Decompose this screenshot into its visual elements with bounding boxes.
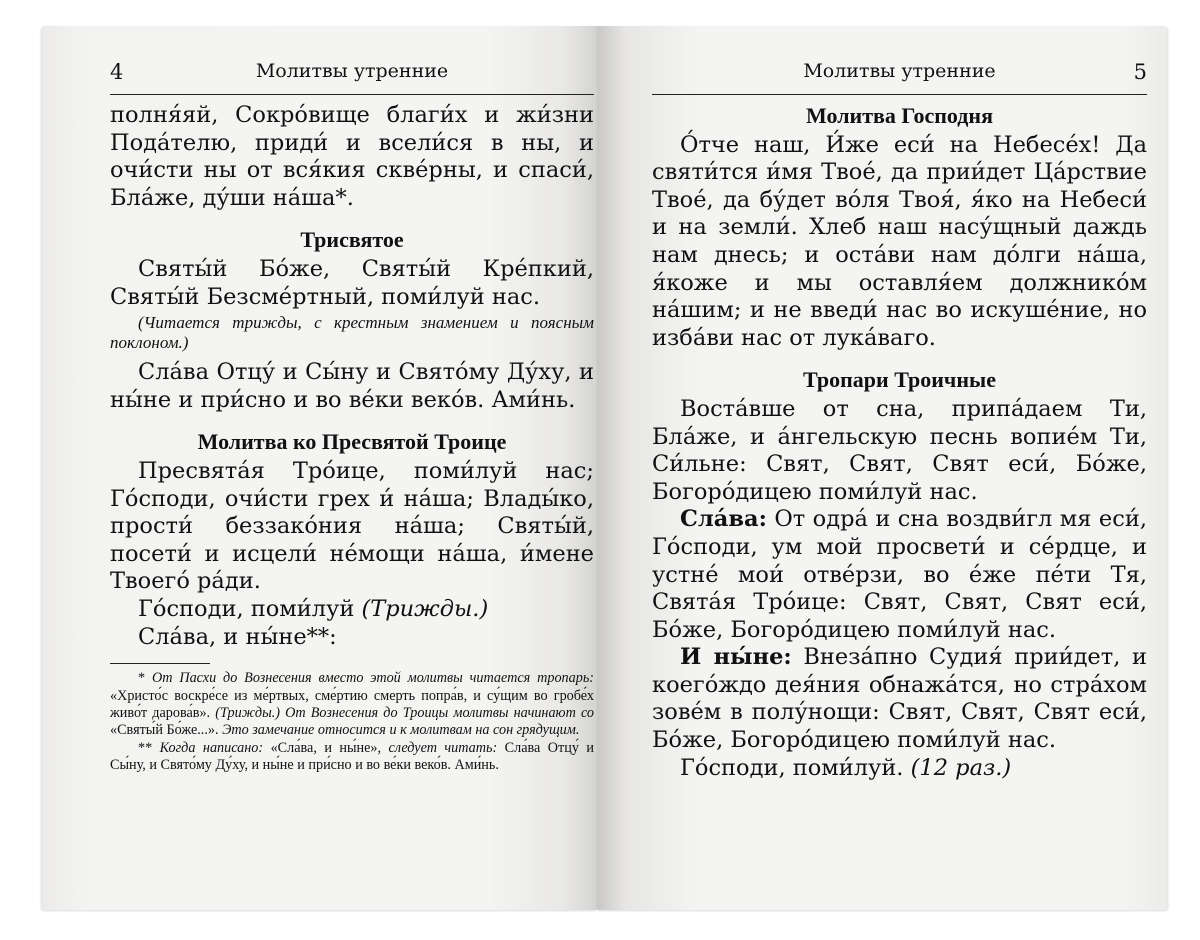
glory-short-line: Сла́ва, и ны́не**:: [138, 623, 337, 650]
twelve-times-rubric: (12 раз.): [910, 754, 1012, 781]
footnote-2-italic-a: Когда написано:: [159, 739, 264, 756]
footnote-2-marker: **: [138, 739, 160, 756]
page-number: 4: [110, 60, 124, 84]
troparia-heading: Тропари Троичные: [803, 367, 996, 393]
footnote-1-troparion: «Христо́с воскре́се из ме́ртвых, сме́ртию смерть попра́в, и су́щим во гробе́х живо́т дарова́в».: [110, 687, 594, 721]
now-text: Внеза́пно Судия́ прии́дет, и коего́ждо дея́ния обнажа́тся, но стра́хом зове́м в полу́нощи: Свят, Свят, Свят еси́, Бо́же, Богоро́дицею поми́луй нас.: [652, 644, 1147, 754]
left-page: [42, 26, 597, 910]
footnote-1-marker: *: [138, 670, 152, 687]
right-page: [597, 26, 1167, 910]
footnote-1-italic-b: (Трижды.) От Вознесения до Троицы молитвы начинают со: [215, 704, 594, 721]
lord-have-mercy-12: [652, 755, 1147, 783]
lord-have-mercy-text: Го́споди, поми́луй: [138, 595, 355, 622]
now-label: И ны́не:: [680, 644, 792, 671]
thrice-rubric: (Трижды.): [361, 595, 489, 622]
trisagion-rubric: (Читается трижды, с крестным знамением и поясным поклоном.): [110, 313, 594, 353]
header-divider: [110, 94, 594, 95]
troparion-glory: [652, 506, 1147, 644]
troparion-now: [652, 644, 1147, 754]
footnote-1-italic-a: От Пасхи до Вознесения вместо этой молитвы читается тропарь:: [151, 670, 594, 687]
footnote-2-quote: «Сла́ва, и ны́не»,: [263, 739, 389, 756]
footnote-1: [110, 670, 594, 740]
footnote-1-quote: «Святы́й Бо́же...».: [110, 722, 223, 739]
footnote-1-italic-c: Это замечание относится и к молитвам на сон грядущим.: [222, 722, 580, 739]
intro-paragraph: полня́яй, Сокро́вище благи́х и жи́зни Пода́телю, приди́ и всели́ся в ны, и очи́сти ны от вся́кия скве́рны, и спаси́, Бла́же, ду́ши на́ша*.: [110, 102, 594, 211]
lords-prayer-heading: Молитва Господня: [806, 103, 993, 128]
footnote-divider: [110, 663, 210, 664]
header-divider: [652, 94, 1147, 95]
footnote-2-italic-b: следует читать:: [388, 739, 498, 756]
right-page-body: [652, 102, 1147, 782]
lord-have-mercy-text: Го́споди, поми́луй.: [680, 754, 904, 781]
trinity-prayer-text: Пресвята́я Тро́ице, поми́луй нас; Го́споди, очи́сти грех и́ на́ша; Влады́ко, прости́ беззако́ния на́ша; Святы́й, посети́ и исцели́ не́мощи на́ша, и́мене Твоего́ ра́ди.: [110, 457, 594, 595]
trinity-prayer-heading: Молитва ко Пресвятой Троице: [197, 429, 507, 455]
trisagion-heading: Трисвятое: [300, 227, 404, 253]
left-page-header: [110, 60, 594, 90]
footnote-2-text: Сла́ва Отцу́ и Сы́ну, и Свято́му Ду́ху, и ны́не и при́сно и во ве́ки веко́в. Ами́нь.: [110, 739, 594, 774]
glory-label: Сла́ва:: [680, 506, 767, 533]
lord-have-mercy-line: [110, 596, 594, 624]
running-title: Молитвы утренние: [255, 60, 449, 82]
page-number: 5: [1133, 60, 1147, 84]
right-page-header: [652, 60, 1147, 90]
lords-prayer-text: О́тче наш, И́же еси́ на Небесе́х! Да святи́тся и́мя Твое́, да прии́дет Ца́рствие Твое́, да бу́дет во́ля Твоя́, я́ко на Небеси́ и на земли́. Хлеб наш насу́щный даждь нам днесь; и оста́ви нам до́лги на́ша, я́коже и мы оставля́ем должнико́м на́шим; и не введи́ нас во искуше́ние, но изба́ви нас от лука́ваго.: [652, 131, 1147, 351]
trisagion-text: Святы́й Бо́же, Святы́й Кре́пкий, Святы́й Безсме́ртный, поми́луй нас.: [110, 255, 594, 310]
glory-doxology: Сла́ва Отцу́ и Сы́ну и Свято́му Ду́ху, и ны́не и при́сно и во ве́ки веко́в. Ами́нь.: [110, 359, 594, 413]
footnote-2: [110, 740, 594, 775]
glory-text: От одра́ и сна воздви́гл мя еси́, Го́споди, ум мой просвети́ и се́рдце, и устне́ мои́ отве́рзи, во е́же пе́ти Тя, Свята́я Тро́ице: Свят, Свят, Свят еси́, Бо́же, Богоро́дицею поми́луй нас.: [652, 506, 1147, 643]
left-page-body: [110, 102, 594, 775]
troparion-1: Воста́вше от сна, припа́даем Ти, Бла́же, и а́нгельскую песнь вопие́м Ти, Си́льне: Свят, Свят, Свят еси́, Бо́же, Богоро́дицею поми́луй нас.: [652, 395, 1147, 505]
running-title: Молитвы утренние: [803, 60, 996, 82]
